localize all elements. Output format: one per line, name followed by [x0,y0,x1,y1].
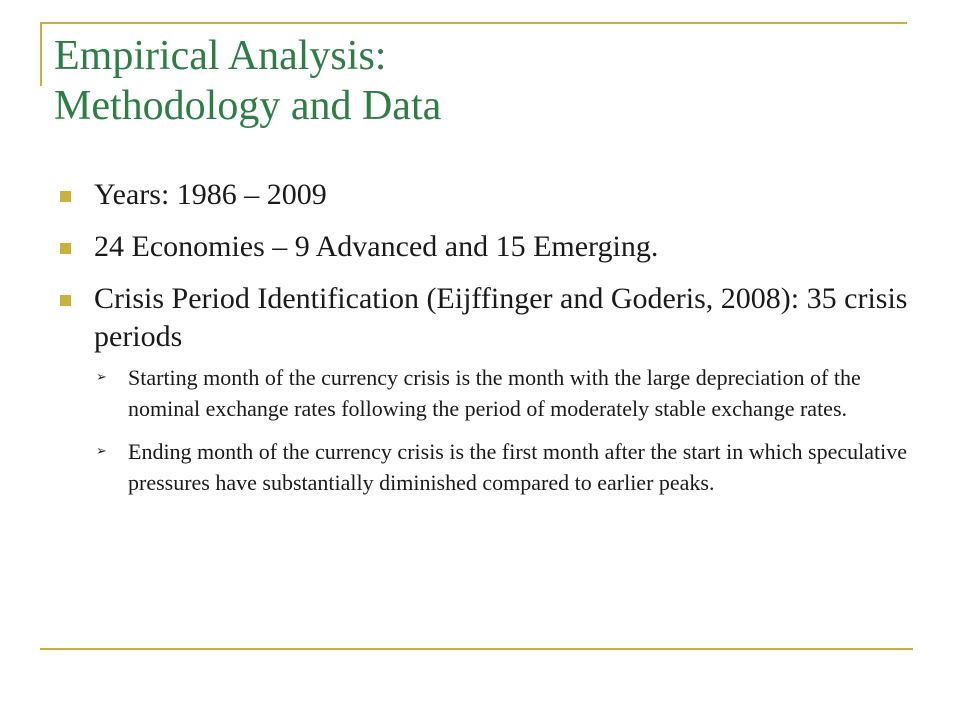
bullet-years [56,176,916,214]
title-line-2: Methodology and Data [54,83,442,129]
subbullet-starting-month [94,362,916,424]
title-line-1: Empirical Analysis: [54,33,387,79]
bullet-crisis-identification [56,280,916,498]
arrowhead-bullet-icon: ➢ [96,444,107,459]
bullet-text: Years: 1986 – 2009 [94,178,327,211]
bullet-list [56,176,916,512]
square-bullet-icon [60,191,71,202]
square-bullet-icon [60,243,71,254]
bullet-text: 24 Economies – 9 Advanced and 15 Emerging. [94,230,659,263]
subbullet-list [94,362,916,498]
subbullet-ending-month [94,436,916,498]
bullet-text: Crisis Period Identification (Eijffinger and Goderis, 2008): 35 crisis periods [94,282,908,353]
slide-title [54,31,441,131]
subbullet-text: Starting month of the currency crisis is the month with the large depreciation of the nominal exchange rates following the period of moderately stable exchange rates. [128,365,861,421]
square-bullet-icon [60,295,71,306]
left-rule [40,22,42,86]
bottom-rule [40,648,913,650]
subbullet-text: Ending month of the currency crisis is the first month after the start in which speculative pressures have substantially diminished compared to earlier peaks. [128,439,907,495]
bullet-economies [56,228,916,266]
arrowhead-bullet-icon: ➢ [96,370,107,385]
top-rule [40,22,907,24]
